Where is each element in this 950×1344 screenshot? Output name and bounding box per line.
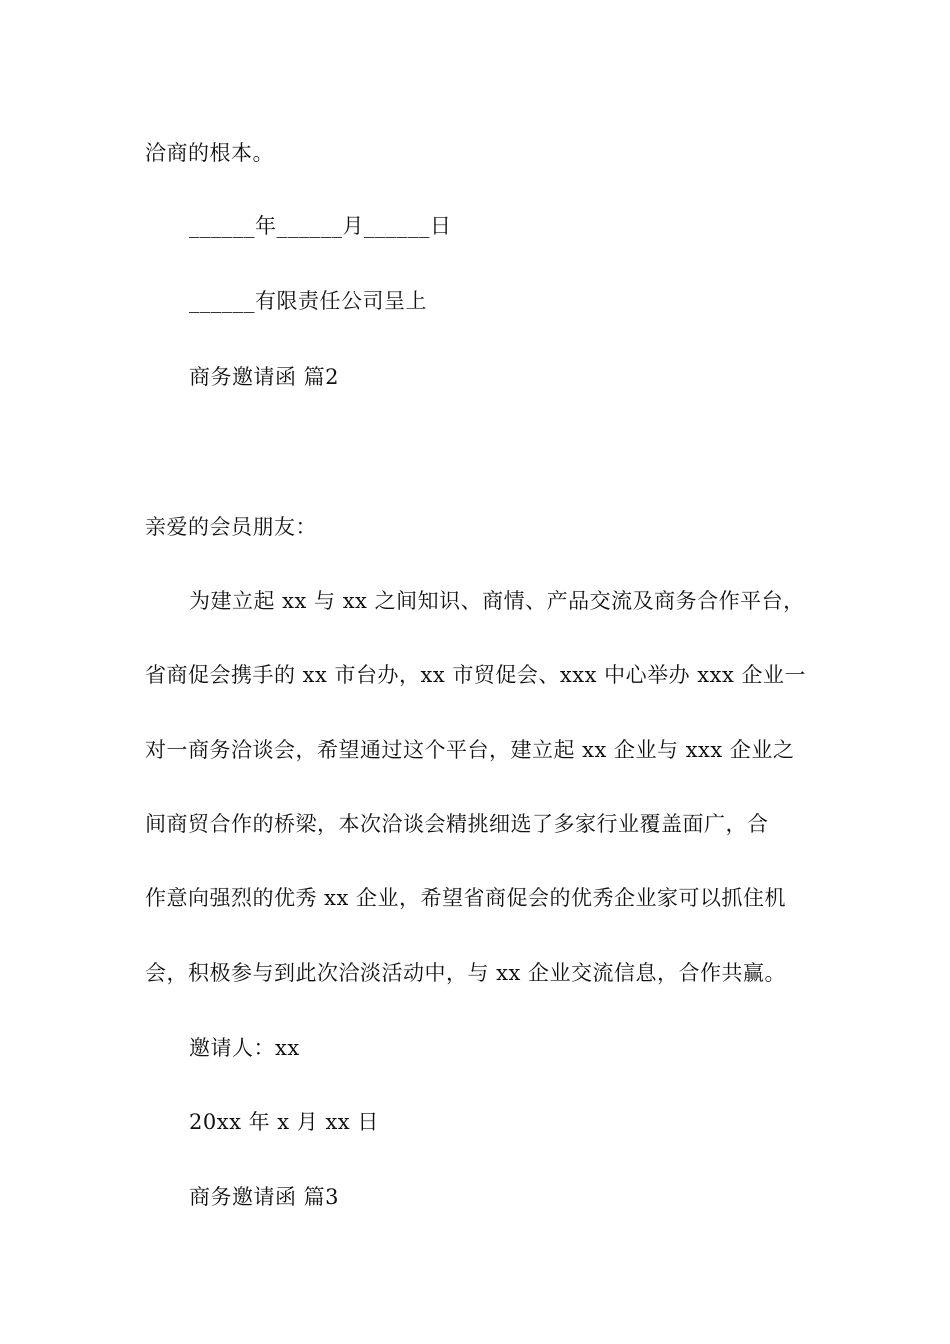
salutation: 亲爱的会员朋友： xyxy=(145,515,317,539)
inviter-line: 邀请人：xx xyxy=(189,1036,300,1060)
body-line-2: 省商促会携手的 xx 市台办，xx 市贸促会、xxx 中心举办 xxx 企业一 xyxy=(145,663,806,687)
date-line: 20xx 年 x 月 xx 日 xyxy=(189,1110,379,1134)
section-heading-2: 商务邀请函 篇2 xyxy=(189,365,340,389)
body-line-6: 会，积极参与到此次洽淡活动中，与 xx 企业交流信息，合作共赢。 xyxy=(145,961,787,985)
company-signature-line: ______有限责任公司呈上 xyxy=(189,289,427,313)
section-heading-3: 商务邀请函 篇3 xyxy=(189,1185,340,1209)
body-line-4: 间商贸合作的桥梁，本次洽谈会精挑细选了多家行业覆盖面广，合 xyxy=(145,812,769,836)
body-line-5: 作意向强烈的优秀 xx 企业，希望省商促会的优秀企业家可以抓住机 xyxy=(145,886,787,910)
body-line-3: 对一商务洽谈会，希望通过这个平台，建立起 xx 企业与 xxx 企业之 xyxy=(145,738,795,762)
date-blank-line: ______年______月______日 xyxy=(189,214,452,238)
body-line-1: 为建立起 xx 与 xx 之间知识、商情、产品交流及商务合作平台， xyxy=(189,589,805,613)
closing-text: 洽商的根本。 xyxy=(145,141,274,165)
